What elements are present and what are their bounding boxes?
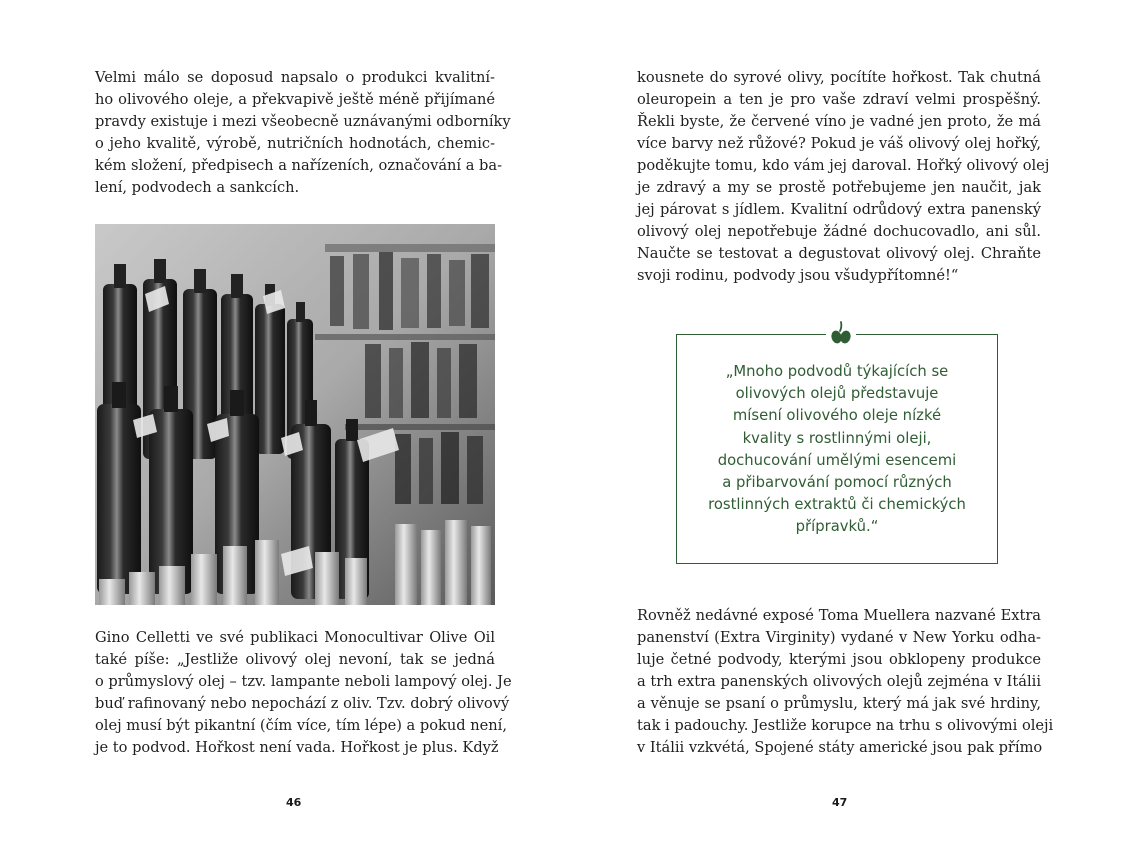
quote-line: a přibarvování pomocí různých [722,474,952,492]
text-line: poděkujte tomu, kdo vám jej daroval. Hořký olivový olej [637,157,1050,174]
page-number: 46 [286,796,302,809]
text-line: kém složení, předpisech a nařízeních, označování a ba- [95,157,503,174]
text-line: ho olivového oleje, a překvapivě ještě méně přijímané [95,91,495,108]
right-paragraph-1 [637,67,1050,287]
right-paragraph-2 [637,605,1054,759]
text-line: pravdy existuje i mezi všeobecně uznávanými odborníky [95,113,511,130]
text-line: panenství (Extra Virginity) vydané v New Yorku odha- [637,629,1041,646]
text-line: a trh extra panenských olivových olejů zejména v Itálii [637,673,1041,690]
quote-line: kvality s rostlinnými oleji, [742,429,932,447]
text-line: luje četné podvody, kterými jsou obklopeny produkce [637,651,1041,668]
quote-line: „Mnoho podvodů týkajících se [725,363,949,380]
text-line: olivový olej nepotřebuje žádné dochucovadlo, ani sůl. [637,223,1041,240]
text-line: o jeho kvalitě, výrobě, nutričních hodnotách, chemic- [95,135,495,152]
text-line: Naučte se testovat a degustovat olivový olej. Chraňte [637,245,1041,262]
text-line: oleuropein a ten je pro vaše zdraví velmi prospěšný. [637,91,1041,108]
text-line: o průmyslový olej – tzv. lampante neboli lampový olej. Je [95,673,512,690]
text-line: svoji rodinu, podvody jsou všudypřítomné!“ [637,267,959,284]
text-line: také píše: „Jestliže olivový olej nevoní, tak se jedná [95,651,495,668]
text-line: kousnete do syrové olivy, pocítíte hořkost. Tak chutná [637,69,1041,86]
olive-oil-bottles-photo [95,224,495,605]
right-page [566,0,1133,850]
left-paragraph-2 [95,627,512,759]
text-line: tak i padouchy. Jestliže korupce na trhu s olivovými oleji [637,717,1054,734]
quote-line: přípravků.“ [795,518,879,536]
quote-line: dochucování umělými esencemi [717,451,957,469]
page-number: 47 [832,796,848,809]
text-line: v Itálii vzkvétá, Spojené státy americké jsou pak přímo [637,739,1043,756]
olive-icon [826,318,856,348]
text-line: Velmi málo se doposud napsalo o produkci kvalitní- [95,69,495,86]
text-line: buď rafinovaný nebo nepochází z oliv. Tzv. dobrý olivový [95,695,510,712]
text-line: jej párovat s jídlem. Kvalitní odrůdový extra panenský [637,201,1041,218]
quote-line: olivových olejů představuje [735,385,939,403]
text-line: je zdravý a my se prostě potřebujeme jen naučit, jak [637,179,1041,196]
text-line: olej musí být pikantní (čím více, tím lépe) a pokud není, [95,717,507,734]
text-line: je to podvod. Hořkost není vada. Hořkost je plus. Když [95,739,499,756]
quote-line: mísení olivového oleje nízké [732,407,942,425]
left-page [0,0,566,850]
left-paragraph-1 [95,67,511,199]
quote-line: rostlinných extraktů či chemických [708,496,966,514]
text-line: Rovněž nedávné exposé Toma Muellera nazvané Extra [637,607,1041,624]
pull-quote-text [696,361,978,539]
text-line: lení, podvodech a sankcích. [95,179,300,196]
text-line: více barvy než růžové? Pokud je váš olivový olej hořký, [637,135,1041,152]
text-line: Gino Celletti ve své publikaci Monocultivar Olive Oil [95,629,495,646]
text-line: a věnuje se psaní o průmyslu, který má jak své hrdiny, [637,695,1041,712]
text-line: Řekli byste, že červené víno je vadné jen proto, že má [637,113,1041,130]
